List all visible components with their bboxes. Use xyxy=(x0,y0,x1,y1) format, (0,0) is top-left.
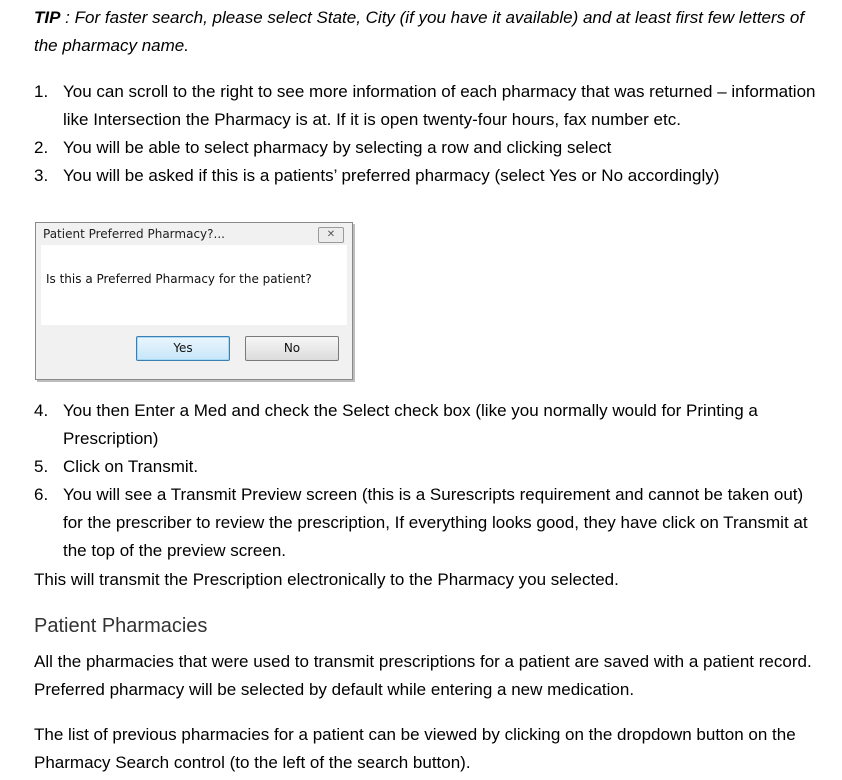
list-number: 5. xyxy=(34,457,49,476)
list-number: 4. xyxy=(34,401,49,420)
section-heading: Patient Pharmacies xyxy=(34,615,208,637)
no-button[interactable]: No xyxy=(245,336,339,361)
steps-list-1 xyxy=(34,78,824,190)
tip-text: : For faster search, please select State, City (if you have it available) and at least first few letters of the pharmacy name. xyxy=(34,8,805,55)
list-item xyxy=(34,397,824,453)
list-number: 1. xyxy=(34,82,49,101)
list-number: 2. xyxy=(34,138,49,157)
list-text: You will be able to select pharmacy by selecting a row and clicking select xyxy=(63,138,612,157)
list-text: Click on Transmit. xyxy=(63,457,199,476)
list-item xyxy=(34,453,824,481)
after-steps-text: This will transmit the Prescription electronically to the Pharmacy you selected. xyxy=(34,570,619,589)
paragraph-saved-pharmacies: All the pharmacies that were used to transmit prescriptions for a patient are saved with a patient record. Preferred pharmacy will be selected by default while entering a new medication. xyxy=(34,652,812,699)
list-text: You then Enter a Med and check the Select check box (like you normally would for Printing a Prescription) xyxy=(63,401,758,448)
list-text: You will be asked if this is a patients’ preferred pharmacy (select Yes or No accordingly) xyxy=(63,166,720,185)
dialog-title: Patient Preferred Pharmacy?... xyxy=(36,223,352,245)
steps-list-2 xyxy=(34,397,824,565)
list-item xyxy=(34,162,824,190)
list-text: You will see a Transmit Preview screen (this is a Surescripts requirement and cannot be taken out) for the prescriber to review the prescription, If everything looks good, they have click on Transmit at the top of the preview screen. xyxy=(63,485,808,560)
yes-button[interactable]: Yes xyxy=(136,336,230,361)
list-item xyxy=(34,481,824,565)
paragraph-previous-pharmacies: The list of previous pharmacies for a patient can be viewed by clicking on the dropdown button on the Pharmacy Search control (to the left of the search button). xyxy=(34,725,796,772)
tip-label: TIP xyxy=(34,8,61,27)
list-item xyxy=(34,134,824,162)
list-text: You can scroll to the right to see more information of each pharmacy that was returned – information like Intersection the Pharmacy is at. If it is open twenty-four hours, fax number etc. xyxy=(63,82,816,129)
list-item xyxy=(34,78,824,134)
preferred-pharmacy-dialog xyxy=(35,222,353,380)
dialog-message: Is this a Preferred Pharmacy for the patient? xyxy=(46,272,312,286)
list-number: 6. xyxy=(34,485,49,504)
close-icon[interactable]: ✕ xyxy=(318,227,344,243)
tip-paragraph xyxy=(34,4,824,60)
list-number: 3. xyxy=(34,166,49,185)
